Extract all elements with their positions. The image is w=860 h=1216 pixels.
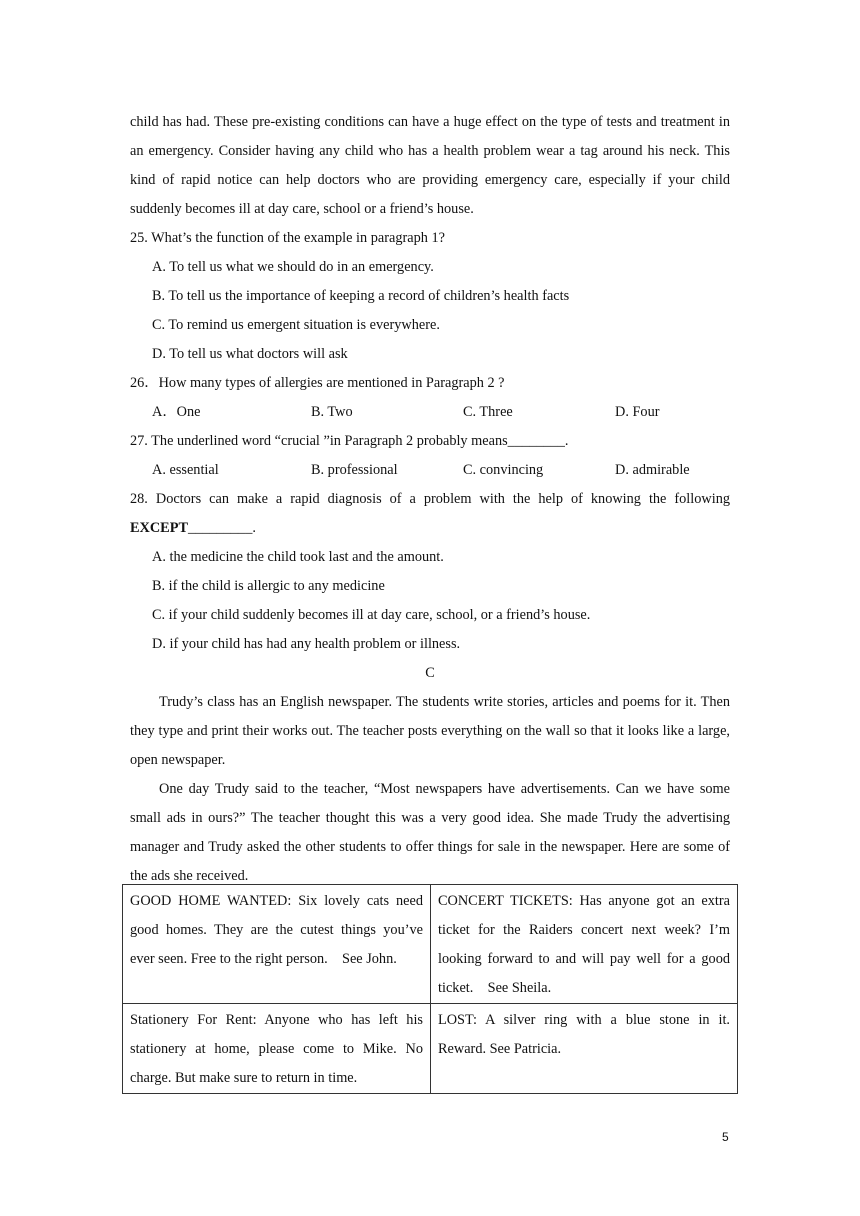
stem-bold: EXCEPT [130, 520, 188, 536]
options-row [152, 456, 730, 485]
table-row [123, 885, 738, 1004]
option-a: A. To tell us what we should do in an emergency. [152, 259, 434, 275]
option-c: C. convincing [463, 462, 544, 478]
option-c: C. if your child suddenly becomes ill at day care, school, or a friend’s house. [152, 607, 591, 623]
ad-cell-lost: LOST: A silver ring with a blue stone in it. Reward. See Patricia. [431, 1004, 738, 1094]
question-28 [130, 485, 730, 659]
stem-blank: _________. [188, 520, 256, 536]
question-27 [130, 427, 730, 485]
options-row [152, 398, 730, 427]
passage-paragraph: One day Trudy said to the teacher, “Most newspapers have advertisements. Can we have some small ads in ours?” The teacher thought this was a very good idea. She made Trudy the advertising manager and Trudy asked the other students to offer things for sale in the newspaper. Here are some of the ads she received. [130, 781, 730, 884]
question-stem: 26．How many types of allergies are mentioned in Paragraph 2 ? [130, 375, 505, 391]
option-b: B. Two [311, 404, 353, 420]
page-number: 5 [722, 1130, 729, 1144]
question-stem [130, 485, 730, 543]
option-b: B. if the child is allergic to any medicine [152, 578, 385, 594]
ads-table [122, 884, 738, 1094]
question-25 [130, 224, 730, 369]
option-d: D. Four [615, 404, 660, 420]
question-26 [130, 369, 730, 427]
option-d: D. To tell us what doctors will ask [152, 346, 348, 362]
question-stem: 25. What’s the function of the example in paragraph 1? [130, 230, 445, 246]
option-a: A．One [152, 404, 201, 420]
option-a: A. essential [152, 462, 219, 478]
question-stem: 27. The underlined word “crucial ”in Paragraph 2 probably means________. [130, 433, 569, 449]
page-content [130, 108, 730, 891]
option-c: C. Three [463, 404, 513, 420]
ad-cell-good-home: GOOD HOME WANTED: Six lovely cats need good homes. They are the cutest things you’ve ever seen. Free to the right person. See John. [123, 885, 431, 1004]
ad-cell-concert-tickets: CONCERT TICKETS: Has anyone got an extra ticket for the Raiders concert next week? I’m looking forward to and will pay well for a good ticket. See Sheila. [431, 885, 738, 1004]
table-row [123, 1004, 738, 1094]
option-b: B. To tell us the importance of keeping a record of children’s health facts [152, 288, 570, 304]
option-b: B. professional [311, 462, 398, 478]
option-d: D. if your child has had any health problem or illness. [152, 636, 461, 652]
ad-cell-stationery: Stationery For Rent: Anyone who has left his stationery at home, please come to Mike. No charge. But make sure to return in time. [123, 1004, 431, 1094]
option-c: C. To remind us emergent situation is everywhere. [152, 317, 440, 333]
option-a: A. the medicine the child took last and the amount. [152, 549, 444, 565]
section-heading: C [425, 665, 435, 681]
option-d: D. admirable [615, 462, 690, 478]
intro-paragraph: child has had. These pre-existing conditions can have a huge effect on the type of tests and treatment in an emergency. Consider having any child who has a health problem wear a tag around his neck. This kind of rapid notice can help doctors who are providing emergency care, especially if your child suddenly becomes ill at day care, school or a friend’s house. [130, 114, 730, 217]
stem-main: 28. Doctors can make a rapid diagnosis of a problem with the help of knowing the following [130, 491, 730, 507]
passage-paragraph: Trudy’s class has an English newspaper. The students write stories, articles and poems for it. Then they type and print their works out. The teacher posts everything on the wall so that it looks like a large, open newspaper. [130, 694, 730, 768]
